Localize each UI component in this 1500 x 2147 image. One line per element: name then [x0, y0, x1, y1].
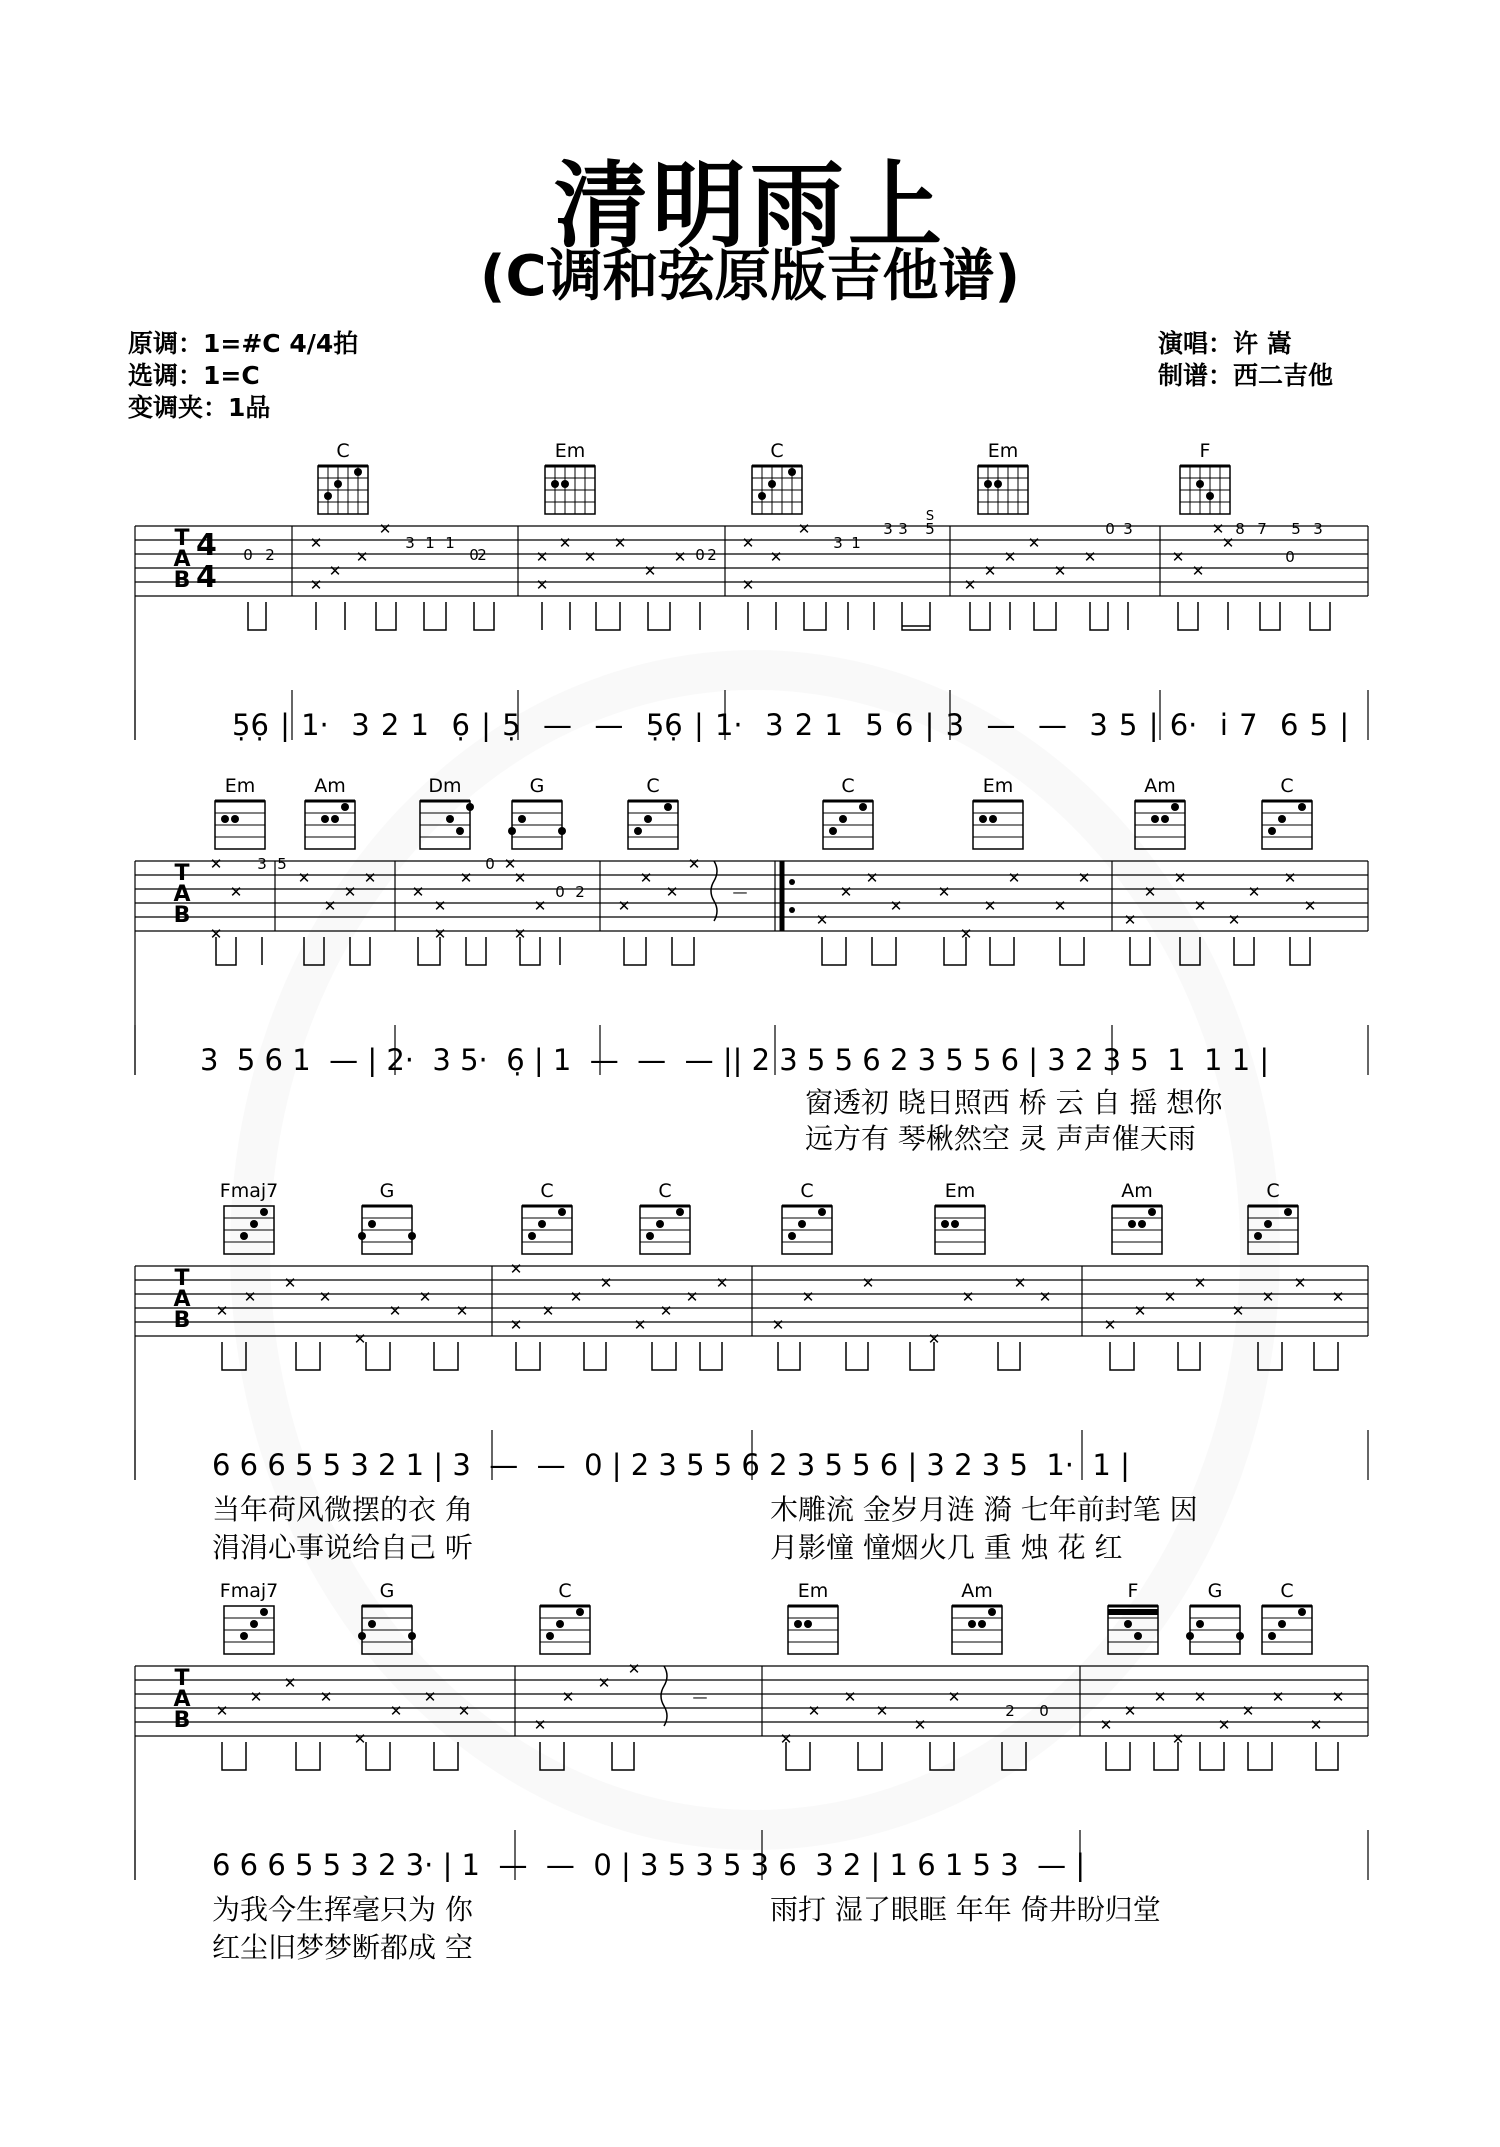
tab-clef: T A B — [173, 1666, 191, 1733]
svg-text:8: 8 — [1235, 520, 1245, 538]
svg-text:✕: ✕ — [457, 1702, 471, 1720]
svg-text:✕: ✕ — [535, 548, 549, 566]
svg-text:✕: ✕ — [1077, 869, 1091, 887]
svg-text:✕: ✕ — [665, 883, 679, 901]
svg-text:✕: ✕ — [937, 883, 951, 901]
svg-text:1: 1 — [851, 534, 861, 552]
lyrics-verse-2b: 月影憧 憧烟火几 重 烛 花 红 — [770, 1531, 1123, 1564]
chord-diagram — [420, 801, 474, 849]
svg-text:✕: ✕ — [455, 1302, 469, 1320]
chord-diagram — [358, 1206, 416, 1254]
song-subtitle: (C调和弦原版吉他谱) — [479, 244, 1021, 309]
svg-text:✕: ✕ — [1103, 1316, 1117, 1334]
svg-text:✕: ✕ — [687, 855, 701, 873]
svg-text:✕: ✕ — [1083, 548, 1097, 566]
chord-name: C — [646, 775, 660, 797]
svg-text:✕: ✕ — [715, 1274, 729, 1292]
original-key: 原调：1=#C 4/4拍 — [128, 329, 359, 358]
svg-text:1: 1 — [425, 534, 435, 552]
svg-text:✕: ✕ — [913, 1716, 927, 1734]
selected-key: 选调：1=C — [128, 361, 260, 390]
tab-marks — [216, 1660, 1345, 1748]
svg-text:✕: ✕ — [843, 1688, 857, 1706]
chord-diagram — [1112, 1206, 1162, 1254]
chord-diagram — [782, 1206, 832, 1254]
chord-diagram — [1135, 801, 1185, 849]
chord-diagram — [215, 801, 265, 849]
svg-text:3: 3 — [1123, 520, 1133, 538]
system-3 — [0, 1180, 1500, 1580]
chord-name: Em — [982, 775, 1014, 797]
svg-text:✕: ✕ — [503, 855, 517, 873]
svg-text:✕: ✕ — [388, 1302, 402, 1320]
numbered-notation: 6 6 6 5 5 3 2 3· | 1 — — 0 | 3 5 3 5 3 6 3 2 | 1 6 1 5 3 — | — [212, 1848, 1086, 1882]
capo: 变调夹：1品 — [128, 393, 271, 422]
svg-text:✕: ✕ — [983, 562, 997, 580]
tab-marks — [216, 1260, 1345, 1348]
chord-diagram — [224, 1206, 274, 1254]
svg-text:✕: ✕ — [283, 1674, 297, 1692]
svg-text:2: 2 — [1005, 1702, 1015, 1720]
svg-text:0: 0 — [469, 546, 479, 564]
chord-name: Am — [1121, 1180, 1153, 1202]
chord-name: C — [658, 1180, 672, 1202]
svg-text:✕: ✕ — [1123, 911, 1137, 929]
svg-text:✕: ✕ — [599, 1274, 613, 1292]
svg-text:✕: ✕ — [229, 883, 243, 901]
svg-text:✕: ✕ — [1013, 1274, 1027, 1292]
chord-name: Em — [987, 440, 1019, 462]
svg-text:✕: ✕ — [801, 1288, 815, 1306]
chord-diagram — [305, 801, 355, 849]
chord-diagram — [1248, 1206, 1298, 1254]
chord-diagram — [540, 1606, 590, 1654]
chord-diagram — [1186, 1606, 1244, 1654]
singer: 演唱：许 嵩 — [1158, 329, 1292, 358]
chord-diagram — [640, 1206, 690, 1254]
svg-text:✕: ✕ — [597, 1674, 611, 1692]
svg-text:✕: ✕ — [963, 576, 977, 594]
svg-text:✕: ✕ — [533, 1716, 547, 1734]
chord-name: Am — [314, 775, 346, 797]
svg-text:5: 5 — [925, 520, 935, 538]
svg-text:✕: ✕ — [1283, 869, 1297, 887]
svg-text:✕: ✕ — [983, 897, 997, 915]
svg-text:2: 2 — [707, 546, 717, 564]
chord-name: Dm — [428, 775, 462, 797]
stems — [222, 1342, 1338, 1370]
chord-diagram — [952, 1606, 1002, 1654]
chord-name: C — [1266, 1180, 1280, 1202]
chord-name: C — [336, 440, 350, 462]
tab-clef: T A B — [173, 526, 191, 593]
svg-text:✕: ✕ — [533, 897, 547, 915]
time-signature: 4 4 — [196, 528, 217, 595]
credits — [1158, 328, 1333, 392]
svg-text:S: S — [925, 509, 935, 524]
chord-name: F — [1199, 440, 1211, 462]
chord-name: C — [800, 1180, 814, 1202]
svg-text:✕: ✕ — [1153, 1688, 1167, 1706]
svg-text:✕: ✕ — [509, 1316, 523, 1334]
numbered-notation: 3 5 6 1 — | 2· 3 5· 6̣ | 1 — — — || 2 3 5 5 6 2 3 5 5 6 | 3 2 3 5 1 1 1 | — [200, 1043, 1270, 1077]
svg-text:✕: ✕ — [283, 1274, 297, 1292]
svg-text:✕: ✕ — [639, 869, 653, 887]
svg-text:0: 0 — [485, 855, 495, 873]
svg-text:✕: ✕ — [633, 1316, 647, 1334]
svg-text:✕: ✕ — [1027, 534, 1041, 552]
svg-text:✕: ✕ — [418, 1288, 432, 1306]
svg-text:✕: ✕ — [328, 562, 342, 580]
svg-text:✕: ✕ — [411, 883, 425, 901]
svg-text:✕: ✕ — [617, 897, 631, 915]
svg-text:✕: ✕ — [1193, 897, 1207, 915]
svg-text:✕: ✕ — [561, 1688, 575, 1706]
svg-text:3: 3 — [257, 855, 267, 873]
svg-text:✕: ✕ — [875, 1702, 889, 1720]
svg-text:1: 1 — [445, 534, 455, 552]
chord-name: Em — [797, 1580, 829, 1602]
svg-text:2: 2 — [575, 883, 585, 901]
chord-name: G — [379, 1580, 395, 1602]
svg-text:3: 3 — [1313, 520, 1323, 538]
svg-text:✕: ✕ — [1331, 1288, 1345, 1306]
lyrics-verse-1: 为我今生挥毫只为 你 — [212, 1893, 473, 1926]
chord-name: C — [558, 1580, 572, 1602]
svg-text:✕: ✕ — [1143, 883, 1157, 901]
svg-text:✕: ✕ — [839, 883, 853, 901]
svg-text:0: 0 — [1105, 520, 1115, 538]
svg-text:✕: ✕ — [1211, 520, 1225, 538]
lyrics-verse-2: 红尘旧梦梦断都成 空 — [212, 1931, 473, 1964]
svg-text:✕: ✕ — [1193, 1688, 1207, 1706]
svg-text:✕: ✕ — [309, 534, 323, 552]
svg-text:✕: ✕ — [947, 1688, 961, 1706]
svg-text:✕: ✕ — [1003, 548, 1017, 566]
svg-text:✕: ✕ — [1231, 1302, 1245, 1320]
svg-text:0: 0 — [1285, 548, 1295, 566]
svg-text:✕: ✕ — [433, 925, 447, 943]
svg-text:✕: ✕ — [319, 1688, 333, 1706]
svg-text:✕: ✕ — [1261, 1288, 1275, 1306]
lyrics-verse-1b: 雨打 湿了眼眶 年年 倚井盼归堂 — [770, 1893, 1161, 1926]
lyrics-verse-1: 窗透初 晓日照西 桥 云 自 摇 想你 — [805, 1086, 1223, 1119]
tab-marks — [243, 509, 1323, 594]
svg-text:✕: ✕ — [459, 869, 473, 887]
chord-diagram — [973, 801, 1023, 849]
svg-text:✕: ✕ — [1171, 1730, 1185, 1748]
svg-text:✕: ✕ — [1331, 1688, 1345, 1706]
lyrics-verse-2: 涓涓心事说给自己 听 — [212, 1531, 473, 1564]
chord-name: Am — [961, 1580, 993, 1602]
svg-text:✕: ✕ — [353, 1730, 367, 1748]
svg-text:✕: ✕ — [1173, 869, 1187, 887]
svg-text:✕: ✕ — [1309, 1716, 1323, 1734]
svg-text:✕: ✕ — [807, 1702, 821, 1720]
chord-name: Em — [554, 440, 586, 462]
svg-text:✕: ✕ — [961, 1288, 975, 1306]
svg-text:✕: ✕ — [1191, 562, 1205, 580]
arranger: 制谱：西二吉他 — [1158, 361, 1334, 390]
svg-text:5: 5 — [1291, 520, 1301, 538]
svg-text:3: 3 — [898, 520, 908, 538]
svg-text:✕: ✕ — [1038, 1288, 1052, 1306]
svg-text:✕: ✕ — [643, 562, 657, 580]
svg-text:✕: ✕ — [779, 1730, 793, 1748]
svg-text:✕: ✕ — [865, 869, 879, 887]
svg-text:✕: ✕ — [1053, 562, 1067, 580]
svg-text:✕: ✕ — [659, 1302, 673, 1320]
tab-clef: T A B — [173, 1266, 191, 1333]
svg-text:✕: ✕ — [741, 534, 755, 552]
svg-text:✕: ✕ — [889, 897, 903, 915]
chord-diagram — [1108, 1606, 1158, 1654]
chord-name: Am — [1144, 775, 1176, 797]
chord-diagram — [522, 1206, 572, 1254]
chord-name: G — [379, 1180, 395, 1202]
svg-text:✕: ✕ — [771, 1316, 785, 1334]
chord-name: Fmaj7 — [219, 1580, 279, 1602]
svg-text:✕: ✕ — [1217, 1716, 1231, 1734]
tab-clef: T A B — [173, 861, 191, 928]
svg-text:✕: ✕ — [685, 1288, 699, 1306]
svg-text:0: 0 — [555, 883, 565, 901]
svg-text:✕: ✕ — [433, 897, 447, 915]
chord-diagram — [1262, 1606, 1312, 1654]
lyrics-verse-1b: 木雕流 金岁月涟 漪 七年前封笔 因 — [770, 1493, 1198, 1526]
svg-text:✕: ✕ — [309, 576, 323, 594]
svg-text:✕: ✕ — [569, 1288, 583, 1306]
svg-text:✕: ✕ — [1303, 897, 1317, 915]
svg-text:✕: ✕ — [423, 1688, 437, 1706]
svg-text:—: — — [732, 883, 748, 901]
svg-text:✕: ✕ — [1007, 869, 1021, 887]
svg-text:✕: ✕ — [209, 855, 223, 873]
svg-text:—: — — [692, 1688, 708, 1706]
svg-text:✕: ✕ — [583, 548, 597, 566]
chord-diagram — [545, 466, 595, 514]
chord-diagram — [1262, 801, 1312, 849]
svg-text:✕: ✕ — [389, 1702, 403, 1720]
svg-text:2: 2 — [265, 546, 275, 564]
chord-diagram — [318, 466, 368, 514]
svg-text:✕: ✕ — [1241, 1702, 1255, 1720]
svg-text:✕: ✕ — [613, 534, 627, 552]
svg-text:✕: ✕ — [318, 1288, 332, 1306]
chord-diagram — [978, 466, 1028, 514]
svg-text:✕: ✕ — [535, 576, 549, 594]
svg-text:0: 0 — [1039, 1702, 1049, 1720]
chord-name: Fmaj7 — [219, 1180, 279, 1202]
chord-name: C — [841, 775, 855, 797]
svg-text:3: 3 — [833, 534, 843, 552]
svg-text:0: 0 — [243, 546, 253, 564]
song-title: 清明雨上 — [553, 152, 946, 261]
svg-text:3: 3 — [883, 520, 893, 538]
chord-name: C — [1280, 775, 1294, 797]
svg-text:✕: ✕ — [215, 1302, 229, 1320]
stems — [248, 602, 1330, 630]
svg-text:✕: ✕ — [627, 1660, 641, 1678]
svg-text:✕: ✕ — [1293, 1274, 1307, 1292]
svg-text:✕: ✕ — [1163, 1288, 1177, 1306]
svg-text:7: 7 — [1257, 520, 1267, 538]
chord-name: G — [529, 775, 545, 797]
svg-text:✕: ✕ — [1247, 883, 1261, 901]
svg-text:✕: ✕ — [323, 897, 337, 915]
svg-text:✕: ✕ — [1227, 911, 1241, 929]
svg-text:✕: ✕ — [1221, 534, 1235, 552]
svg-text:✕: ✕ — [673, 548, 687, 566]
chord-name: Em — [224, 775, 256, 797]
svg-text:✕: ✕ — [815, 911, 829, 929]
svg-text:✕: ✕ — [343, 883, 357, 901]
svg-text:✕: ✕ — [513, 925, 527, 943]
svg-text:✕: ✕ — [1271, 1688, 1285, 1706]
svg-text:✕: ✕ — [513, 869, 527, 887]
system-4 — [0, 1580, 1500, 2000]
svg-text:✕: ✕ — [1171, 548, 1185, 566]
chord-name: Em — [944, 1180, 976, 1202]
svg-text:2: 2 — [477, 546, 487, 564]
svg-text:✕: ✕ — [355, 548, 369, 566]
svg-text:✕: ✕ — [1133, 1302, 1147, 1320]
chord-name: F — [1127, 1580, 1139, 1602]
lyrics-verse-2: 远方有 琴楸然空 灵 声声催天雨 — [805, 1122, 1196, 1155]
chord-diagram — [628, 801, 678, 849]
chord-diagram — [224, 1606, 274, 1654]
chord-diagram — [788, 1606, 838, 1654]
svg-text:✕: ✕ — [558, 534, 572, 552]
svg-text:✕: ✕ — [1053, 897, 1067, 915]
svg-text:✕: ✕ — [741, 576, 755, 594]
svg-text:✕: ✕ — [353, 1330, 367, 1348]
chord-diagram — [935, 1206, 985, 1254]
svg-text:✕: ✕ — [769, 548, 783, 566]
chord-name: C — [1280, 1580, 1294, 1602]
svg-text:✕: ✕ — [541, 1302, 555, 1320]
system-2-graphics — [0, 775, 1500, 1145]
system-2 — [0, 775, 1500, 1155]
svg-text:✕: ✕ — [215, 1702, 229, 1720]
system-1 — [0, 440, 1500, 760]
chord-name: C — [770, 440, 784, 462]
svg-text:✕: ✕ — [249, 1688, 263, 1706]
svg-text:✕: ✕ — [1099, 1716, 1113, 1734]
stems — [216, 861, 1310, 965]
svg-text:✕: ✕ — [243, 1288, 257, 1306]
chord-diagram — [1180, 466, 1230, 514]
svg-text:✕: ✕ — [209, 925, 223, 943]
svg-text:5: 5 — [277, 855, 287, 873]
chord-diagram — [358, 1606, 416, 1654]
numbered-notation: 5̣6̣ | 1· 3 2 1 6̣ | 5̣ — — 5̣6̣ | 1· 3 2 1 5 6 | 3 — — 3 5 | 6· i 7 6 5 | — [232, 708, 1350, 742]
svg-text:3: 3 — [405, 534, 415, 552]
chord-name: G — [1207, 1580, 1223, 1602]
svg-text:✕: ✕ — [297, 869, 311, 887]
key-info — [128, 328, 358, 424]
svg-text:✕: ✕ — [378, 520, 392, 538]
svg-text:✕: ✕ — [363, 869, 377, 887]
svg-text:✕: ✕ — [1193, 1274, 1207, 1292]
chord-name: C — [540, 1180, 554, 1202]
svg-text:✕: ✕ — [1123, 1702, 1137, 1720]
tab-marks — [210, 855, 1317, 943]
svg-text:✕: ✕ — [861, 1274, 875, 1292]
chord-diagram — [823, 801, 873, 849]
chord-diagram — [508, 801, 566, 849]
svg-text:✕: ✕ — [927, 1330, 941, 1348]
svg-text:✕: ✕ — [959, 925, 973, 943]
lyrics-verse-1: 当年荷风微摆的衣 角 — [212, 1493, 473, 1526]
svg-text:✕: ✕ — [509, 1260, 523, 1278]
numbered-notation: 6 6 6 5 5 3 2 1 | 3 — — 0 | 2 3 5 5 6 2 3 5 5 6 | 3 2 3 5 1· 1 | — [212, 1448, 1130, 1482]
svg-text:✕: ✕ — [797, 520, 811, 538]
svg-text:0: 0 — [695, 546, 705, 564]
chord-diagram — [752, 466, 802, 514]
